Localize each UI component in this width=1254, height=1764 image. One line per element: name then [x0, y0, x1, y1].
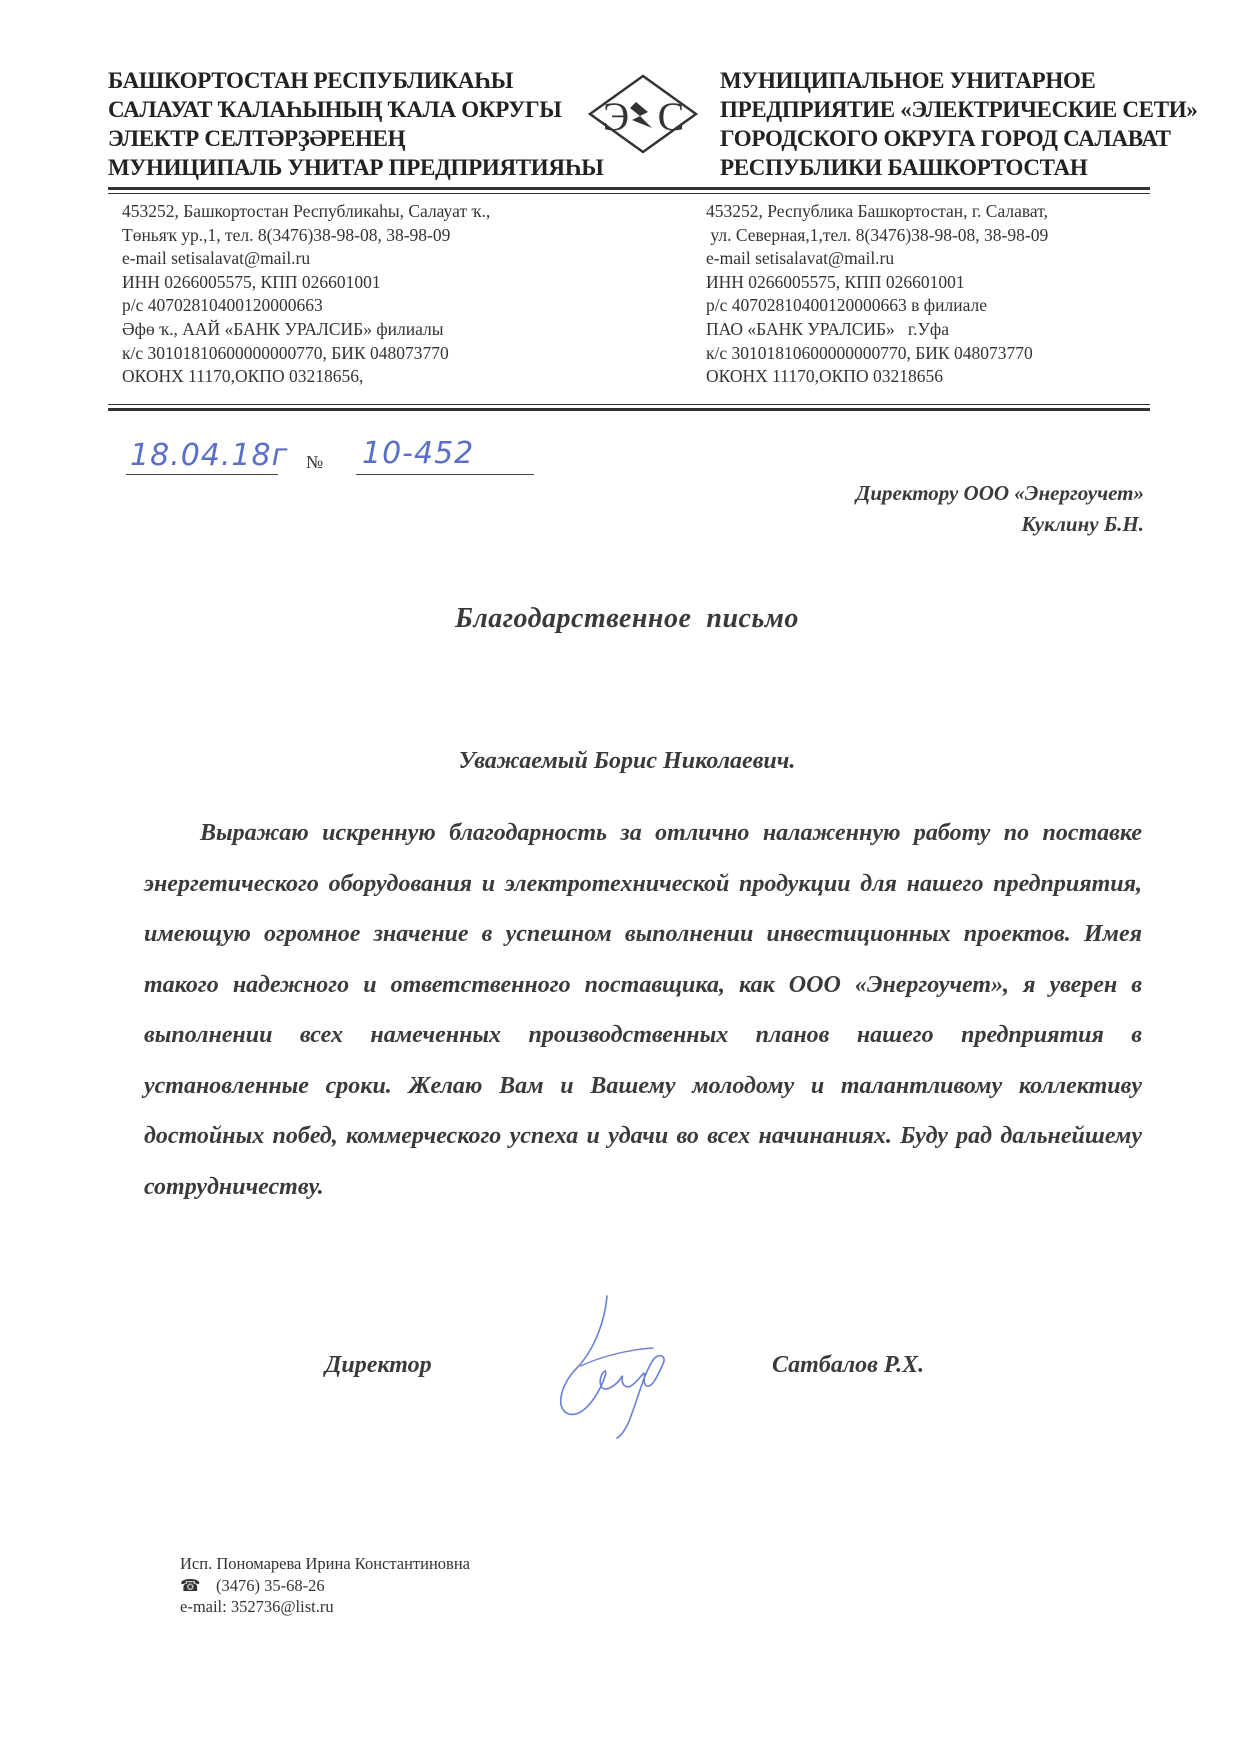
- recipient-block: [856, 478, 1144, 540]
- executor-phone: (3476) 35-68-26: [216, 1575, 325, 1595]
- salutation: Уважаемый Борис Николаевич.: [458, 748, 796, 774]
- address-line: Әфө ҡ., ААЙ «БАНК УРАЛСИБ» филиалы: [122, 318, 444, 339]
- header-right-line: ГОРОДСКОГО ОКРУГА ГОРОД САЛАВАТ: [720, 126, 1171, 151]
- letter-body: Выражаю искренную благодарность за отлично налаженную работу по поставке энергетического оборудования и электротехнической продукции для нашего предприятия, имеющую огромное значение в успешном выполнении инвестиционных проектов. Имея такого надежного и ответственного поставщика, как ООО «Энергоучет», я уверен в выполнении всех намеченных производственных планов нашего предприятия в установленные сроки. Желаю Вам и Вашему молодому и талантливому коллективу достойных побед, коммерческого успеха и удачи во всех начинаниях. Буду рад дальнейшему сотрудничеству.: [144, 820, 1142, 1200]
- address-right: [706, 200, 1048, 389]
- number-underline: [356, 474, 534, 475]
- recipient-line: Директору ООО «Энергоучет»: [855, 481, 1144, 505]
- address-rule-1: [108, 404, 1150, 405]
- number-sign: №: [306, 452, 324, 472]
- signatory-role: Директор: [325, 1352, 432, 1378]
- logo-letter-left: Э: [602, 94, 630, 139]
- handwritten-signature: [535, 1290, 685, 1440]
- executor-phone-row: [180, 1575, 470, 1597]
- address-line: e-mail setisalavat@mail.ru: [122, 248, 311, 269]
- handwritten-number: 10-452: [362, 436, 475, 471]
- executor-block: [180, 1553, 470, 1618]
- header-left-line: БАШКОРТОСТАН РЕСПУБЛИКАҺЫ: [108, 68, 514, 93]
- signatory-name: Сатбалов Р.Х.: [772, 1352, 925, 1378]
- letter-title: Благодарственное письмо: [455, 603, 799, 634]
- handwritten-date: 18.04.18г: [130, 438, 289, 473]
- header-left-line: САЛАУАТ ҠАЛАҺЫНЫҢ ҠАЛА ОКРУГЫ: [108, 97, 562, 122]
- address-line: Төньяҡ ур.,1, тел. 8(3476)38-98-08, 38-98-09: [122, 224, 451, 245]
- executor-name: Исп. Пономарева Ирина Константиновна: [180, 1554, 470, 1573]
- address-line: 453252, Башкортостан Республикаһы, Салауат ҡ.,: [122, 201, 491, 221]
- phone-icon: ☎: [180, 1575, 201, 1595]
- address-line: р/с 40702810400120000663 в филиале: [706, 295, 987, 316]
- header-rule-top-thin: [108, 193, 1150, 194]
- address-line: ИНН 0266005575, КПП 026601001: [706, 271, 965, 292]
- logo-letter-right: С: [657, 94, 685, 139]
- address-line: e-mail setisalavat@mail.ru: [706, 248, 895, 269]
- header-right-line: РЕСПУБЛИКИ БАШКОРТОСТАН: [720, 155, 1088, 180]
- recipient-line: Куклину Б.Н.: [1021, 512, 1144, 536]
- company-logo: [586, 72, 700, 156]
- executor-email: e-mail: 352736@list.ru: [180, 1597, 334, 1616]
- header-rule-top: [108, 187, 1150, 190]
- address-left: [122, 200, 490, 389]
- address-line: ОКОНХ 11170,ОКПО 03218656,: [122, 366, 364, 387]
- header-right-title: [720, 66, 1198, 182]
- address-rule-2: [108, 408, 1150, 411]
- address-line: ул. Северная,1,тел. 8(3476)38-98-08, 38-98-09: [706, 224, 1049, 245]
- address-line: ОКОНХ 11170,ОКПО 03218656: [706, 366, 943, 387]
- header-left-line: ЭЛЕКТР СЕЛТӘРҘӘРЕНЕҢ: [108, 126, 406, 151]
- address-line: к/с 30101810600000000770, БИК 048073770: [122, 342, 449, 363]
- lightning-icon: [630, 102, 652, 128]
- address-line: ПАО «БАНК УРАЛСИБ» г.Уфа: [706, 318, 950, 339]
- header-left-title: [108, 66, 604, 182]
- header-left-line: МУНИЦИПАЛЬ УНИТАР ПРЕДПРИЯТИЯҺЫ: [108, 155, 604, 180]
- header-right-line: ПРЕДПРИЯТИЕ «ЭЛЕКТРИЧЕСКИЕ СЕТИ»: [720, 97, 1198, 122]
- header-right-line: МУНИЦИПАЛЬНОЕ УНИТАРНОЕ: [720, 68, 1096, 93]
- address-line: р/с 40702810400120000663: [122, 295, 323, 316]
- address-line: ИНН 0266005575, КПП 026601001: [122, 271, 381, 292]
- date-underline: [126, 474, 278, 475]
- address-line: 453252, Республика Башкортостан, г. Салават,: [706, 201, 1048, 221]
- address-line: к/с 30101810600000000770, БИК 048073770: [706, 342, 1033, 363]
